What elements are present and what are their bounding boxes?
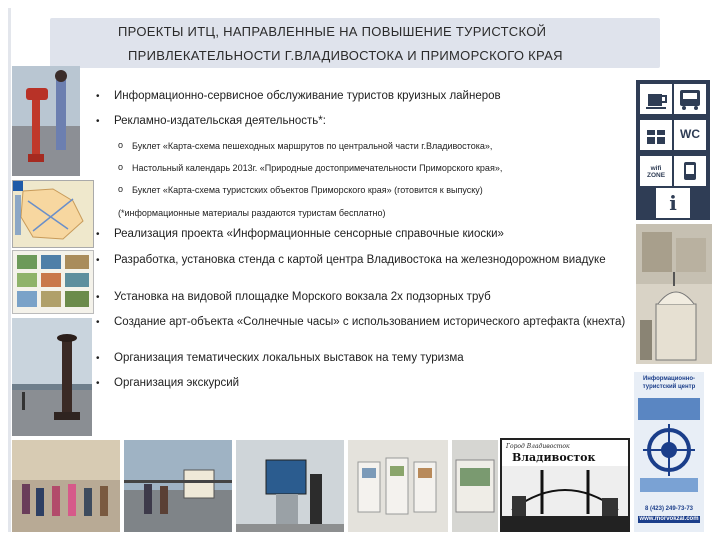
viaduct-illustration xyxy=(124,440,232,532)
wifi-zone-icon xyxy=(640,156,672,186)
photo-map-brochure xyxy=(12,180,94,248)
calendar-illustration xyxy=(13,251,93,313)
bullet-dot: • xyxy=(96,378,100,389)
list-item-text: Разработка, установка стенда с картой центра Владивостока на железнодорожном виадуке xyxy=(114,254,606,266)
coffee-icon xyxy=(640,84,672,114)
service-icons-panel xyxy=(636,80,710,220)
sub-list-item-text: Буклет «Карта-схема туристских объектов Приморского края» (готовится к выпуску) xyxy=(132,185,483,195)
bus-icon xyxy=(674,84,706,114)
photo-city-cathedral xyxy=(636,224,712,364)
list-item-text: Организация экскурсий xyxy=(114,377,240,389)
sub-bullet: o xyxy=(118,162,124,172)
cathedral-illustration xyxy=(636,224,712,364)
photo-excursion-group xyxy=(12,440,120,532)
list-item-text: Информационно-сервисное обслуживание туристов круизных лайнеров xyxy=(114,90,501,102)
excursion-illustration xyxy=(12,440,120,532)
slide-title-line-1: ПРОЕКТЫ ИТЦ, НАПРАВЛЕННЫЕ НА ПОВЫШЕНИЕ ТУРИСТСКОЙ xyxy=(118,24,547,39)
brochure-phone: 8 (423) 249-73-73 xyxy=(644,506,694,512)
photo-calendar xyxy=(12,250,94,314)
photo-viaduct-stand xyxy=(124,440,232,532)
ship-wheel-illustration xyxy=(634,394,704,494)
list-item-text: Реализация проекта «Информационные сенсорные справочные киоски» xyxy=(114,228,504,240)
left-decorative-rule xyxy=(8,8,11,532)
brochure-url: www.morvokzal.com xyxy=(639,516,699,522)
brochure-line-1: Информационно- xyxy=(642,376,695,382)
list-item-text: Создание арт-объекта «Солнечные часы» с использованием исторического артефакта (кнехта) xyxy=(114,316,626,328)
exhibition-illustration xyxy=(348,440,448,532)
bullet-dot: • xyxy=(96,353,100,364)
slide-title-line-2: ПРИВЛЕКАТЕЛЬНОСТИ Г.ВЛАДИВОСТОКА И ПРИМОРСКОГО КРАЯ xyxy=(128,48,563,63)
harbor-illustration xyxy=(12,318,92,436)
bullet-dot: • xyxy=(96,255,100,266)
photo-exhibition xyxy=(348,440,448,532)
free-materials-note: (*информационные материалы раздаются туристам бесплатно) xyxy=(118,208,386,218)
bullet-dot: • xyxy=(96,116,100,127)
wc-label: WC xyxy=(680,127,700,141)
phone-icon xyxy=(674,156,706,186)
bullet-dot: • xyxy=(96,292,100,303)
sub-list-item-text: Буклет «Карта-схема пешеходных маршрутов по центральной части г.Владивостока», xyxy=(132,141,493,151)
bullet-dot: • xyxy=(96,91,100,102)
info-icon xyxy=(656,188,690,218)
kiosk-illustration xyxy=(236,440,344,532)
photo-harbor-sundial xyxy=(12,318,92,436)
brochure-line-2: туристский центр xyxy=(642,384,696,390)
photo-binoculars xyxy=(12,66,80,176)
info-center-brochure xyxy=(634,372,704,532)
list-item-text: Организация тематических локальных выставок на тему туризма xyxy=(114,352,464,364)
sub-bullet: o xyxy=(118,140,124,150)
bullet-dot: • xyxy=(96,229,100,240)
photo-sensor-kiosk xyxy=(236,440,344,532)
logo-name-text: Владивосток xyxy=(512,451,596,464)
wifi-label: wifi ZONE xyxy=(646,165,666,179)
list-item-text: Установка на видовой площадке Морского вокзала 2х подзорных труб xyxy=(114,291,491,303)
wc-icon xyxy=(674,120,706,150)
gift-shop-icon xyxy=(640,120,672,150)
hall-illustration xyxy=(452,440,498,532)
map-illustration xyxy=(13,181,93,247)
binocular-illustration xyxy=(12,66,80,176)
info-label: i xyxy=(669,191,677,215)
photo-exhibition-hall xyxy=(452,440,498,532)
list-item-text: Рекламно-издательская деятельность*: xyxy=(114,115,326,127)
sub-bullet: o xyxy=(118,184,124,194)
vladivostok-logo xyxy=(500,438,630,532)
sub-list-item-text: Настольный календарь 2013г. «Природные достопримечательности Приморского края», xyxy=(132,163,503,173)
bullet-dot: • xyxy=(96,317,100,328)
logo-script-text: Город Владивосток xyxy=(506,443,570,450)
